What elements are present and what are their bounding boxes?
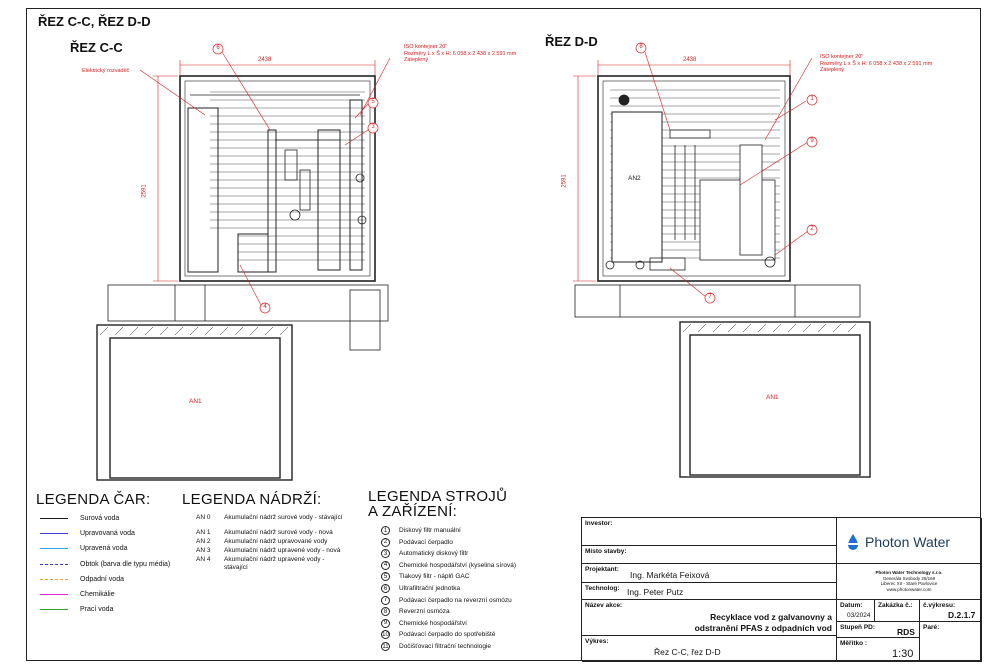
legend-machine-item	[381, 630, 495, 639]
container-note-cc: ISO kontejner 20'' Rozměry L x Š x H: 6 058 x 2 438 x 2 591 mm Zateplený	[404, 44, 517, 63]
callout-dd-9: 9	[810, 138, 814, 144]
tank-label-an1-cc: AN1	[189, 398, 202, 405]
tank-label-an2: AN2	[628, 175, 641, 182]
tank-code: AN 2	[196, 538, 211, 545]
tb-misto: Místo stavby:	[582, 546, 837, 564]
section-cc-title: ŘEZ C-C	[70, 40, 123, 55]
legend-lines-title: LEGENDA ČAR:	[36, 491, 151, 508]
machine-label: Chemické hospodářství	[399, 619, 467, 627]
legend-machine-item	[381, 596, 512, 605]
callout-dd-8: 8	[639, 44, 643, 50]
tank-description: Akumulační nádrž upravované vody	[224, 538, 328, 545]
legend-line-item	[40, 515, 119, 522]
line-sample	[40, 548, 68, 549]
tank-description: Akumulační nádrž upravené vody - stávající	[224, 556, 325, 571]
machine-label: Podávací čerpadlo na reverzní osmózu	[399, 596, 512, 604]
line-sample	[40, 609, 68, 610]
height-dim-dd: 2591	[561, 174, 568, 188]
tank-description: Akumulační nádrž upravené vody - nová	[224, 547, 341, 554]
height-dim-cc: 2591	[141, 184, 148, 198]
machine-label: Automatický diskový filtr	[399, 550, 469, 558]
machine-label: Podávací čerpadlo do spotřebiště	[399, 631, 496, 639]
callout-cc-6: 6	[216, 45, 220, 51]
machine-label: Tlakový filtr - náplň GAC	[399, 573, 470, 581]
tank-code: AN 3	[196, 547, 211, 554]
callout-cc-5: 5	[371, 99, 375, 105]
tb-cislo: č.výkresu: D.2.1.7	[920, 600, 982, 622]
machine-number: 9	[381, 619, 390, 628]
legend-tank-item	[196, 538, 349, 546]
tb-company: Photon Water Technology s.r.o. Generála Svobody 25/169 Liberec XII - Staré Pavlovice www.photonwater.com	[837, 564, 982, 600]
line-sample	[40, 579, 68, 580]
water-drop-icon	[846, 533, 860, 551]
tb-datum: Datum: 03/2024	[837, 600, 875, 622]
legend-machine-item	[381, 584, 460, 593]
legend-machine-item	[381, 561, 516, 570]
tb-zakazka: Zakázka č.:	[875, 600, 920, 622]
electric-panel-label: Elektrický rozvaděč	[82, 68, 130, 74]
machine-label: Reverzní osmóza	[399, 608, 450, 616]
legend-line-label: Surová voda	[80, 515, 120, 522]
section-dd-container	[575, 76, 870, 477]
company-logo-text: Photon Water	[865, 534, 951, 550]
drawing-title: ŘEZ C-C, ŘEZ D-D	[38, 14, 151, 29]
legend-machine-item	[381, 572, 469, 581]
callout-cc-4: 4	[263, 304, 267, 310]
machine-label: Chemické hospodářství (kyselina sírová)	[399, 561, 517, 569]
tb-meritko: Měřítko : 1:30	[837, 638, 920, 662]
tb-nazev: Název akce: Recyklace vod z galvanovny a odstranění PFAS z odpadních vod	[582, 600, 837, 636]
machine-number: 10	[382, 631, 389, 638]
machine-number: 7	[381, 596, 390, 605]
tb-technolog: Technolog: Ing. Peter Putz	[582, 583, 837, 600]
tb-pare: Paré:	[920, 622, 982, 662]
callout-dd-7: 7	[708, 294, 712, 300]
machine-label: Podávací čerpadlo	[399, 538, 453, 546]
legend-line-item	[40, 530, 135, 537]
line-sample	[40, 533, 68, 534]
legend-line-label: Odpadní voda	[80, 575, 124, 583]
legend-machine-item	[381, 607, 450, 616]
machine-number: 3	[381, 549, 390, 558]
legend-line-item	[40, 576, 124, 583]
tb-investor: Investor:	[582, 518, 837, 546]
tank-description: Akumulační nádrž surové vody - stávající	[224, 514, 343, 521]
legend-line-label: Obtok (barva dle typu média)	[80, 560, 171, 568]
legend-tanks-title: LEGENDA NÁDRŽÍ:	[182, 491, 322, 508]
machine-label: Diskový filtr manuální	[399, 527, 461, 534]
legend-machine-item	[381, 526, 461, 535]
line-sample	[40, 518, 68, 519]
callout-cc-3: 3	[371, 124, 375, 130]
legend-tank-item	[196, 556, 349, 571]
width-dim-cc: 2438	[258, 57, 272, 63]
tank-description: Akumulační nádrž surové vody - nová	[224, 529, 333, 536]
legend-line-item	[40, 561, 170, 568]
legend-machine-item	[381, 642, 491, 651]
machine-number: 2	[381, 538, 390, 547]
line-sample	[40, 594, 68, 595]
legend-machines-title: LEGENDA STROJŮ A ZAŘÍZENÍ:	[368, 488, 508, 520]
container-note-dd: ISO kontejner 20'' Rozměry L x Š x H: 6 058 x 2 438 x 2 591 mm Zateplený	[820, 54, 933, 73]
machine-number: 5	[381, 572, 390, 581]
tank-code: AN 1	[196, 529, 211, 536]
legend-line-label: Chemikálie	[80, 591, 115, 598]
tb-projektant: Projektant: Ing. Markéta Feixová	[582, 564, 837, 583]
section-cc-container	[97, 76, 388, 480]
legend-line-label: Upravovaná voda	[80, 530, 135, 538]
legend-line-item	[40, 591, 115, 598]
machine-label: Ultrafiltrační jednotka	[399, 585, 461, 592]
legend-machine-item	[381, 538, 453, 547]
legend-tank-item	[196, 547, 349, 555]
callout-dd-1: 1	[810, 96, 814, 102]
legend-line-item	[40, 606, 113, 613]
legend-line-label: Prací voda	[80, 606, 114, 614]
legend-tank-item	[196, 514, 349, 522]
machine-number: 8	[381, 607, 390, 616]
line-sample	[40, 564, 68, 565]
machine-number: 6	[381, 584, 390, 593]
tank-label-an1-dd: AN1	[766, 394, 779, 401]
legend-tank-item	[196, 529, 349, 537]
machine-number: 11	[382, 643, 389, 650]
machine-number: 1	[381, 526, 390, 535]
section-dd-title: ŘEZ D-D	[545, 34, 598, 49]
machine-label: Dočišťovací filtrační technologie	[399, 643, 492, 650]
tb-vykres: Výkres: Řez C-C, řez D-D	[582, 636, 837, 662]
legend-machine-item	[381, 549, 468, 558]
legend-line-item	[40, 545, 127, 552]
tb-logo	[837, 518, 982, 564]
title-block	[581, 517, 981, 661]
legend-line-label: Upravená voda	[80, 545, 128, 553]
tb-stupen: Stupeň PD: RDS	[837, 622, 920, 638]
width-dim-dd: 2438	[683, 57, 697, 63]
callout-dd-2: 2	[810, 226, 814, 232]
legend-machine-item	[381, 619, 467, 628]
machine-number: 4	[381, 561, 390, 570]
tank-code: AN 4	[196, 556, 211, 563]
tank-code: AN 0	[196, 514, 211, 521]
